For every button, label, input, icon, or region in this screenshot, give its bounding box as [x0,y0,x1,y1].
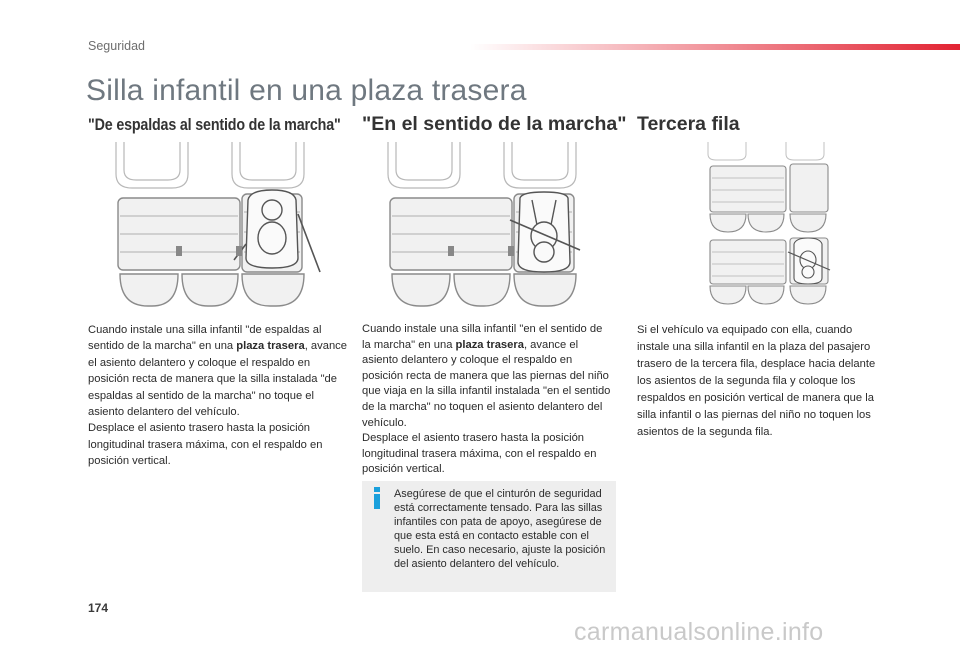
forward-facing-child-seat-illustration [380,140,614,312]
section-label: Seguridad [88,39,145,53]
rear-facing-child-seat-illustration [108,140,342,312]
rear-facing-instructions: Cuando instale una silla infantil "de espaldas al sentido de la marcha" en una plaza trasera, avance el asiento delantero y coloque el respaldo en posición recta de manera que la silla instalada "de espaldas al sentido de la marcha" no toque el asiento delantero del vehículo. Desplace el asiento trasero hasta la posición longitudinal trasera máxima, con el respaldo en posición vertical. [88,324,347,468]
header-accent-line [470,44,960,50]
page-number: 174 [88,601,109,615]
third-row-seats-illustration [704,140,834,308]
third-row-instructions: Si el vehículo va equipado con ella, cuando instale una silla infantil en la plaza del pasajero trasero de la tercera fila, desplace hacia delante los asientos de la segunda fila y coloque los respaldos en posición vertical de manera que la silla infantil o las piernas del niño no toquen los asientos de la segunda fila. [637,324,876,438]
info-box [362,481,616,592]
heading-rear-facing: "De espaldas al sentido de la marcha" [88,115,341,134]
watermark: carmanualsonline.info [574,618,824,646]
info-box-text: Asegúrese de que el cinturón de seguridad está correctamente tensado. Para las sillas infantiles con pata de apoyo, asegúrese de que esta está en contacto estable con el suelo. En caso necesario, ajuste la posición del asiento delantero del vehículo. [394,488,606,570]
forward-facing-instructions: Cuando instale una silla infantil "en el sentido de la marcha" en una plaza trasera, avance el asiento delantero y coloque el respaldo en posición recta de manera que las piernas del niño que viaja en la silla infantil instalada "en el sentido de la marcha" no toquen el asiento delantero del vehículo. Desplace el asiento trasero hasta la posición longitudinal trasera máxima, con el respaldo en posición vertical. [362,323,611,476]
info-icon [370,487,384,509]
page-title: Silla infantil en una plaza trasera [86,74,527,107]
heading-forward-facing: "En el sentido de la marcha" [362,113,627,135]
heading-third-row: Tercera fila [637,113,740,135]
